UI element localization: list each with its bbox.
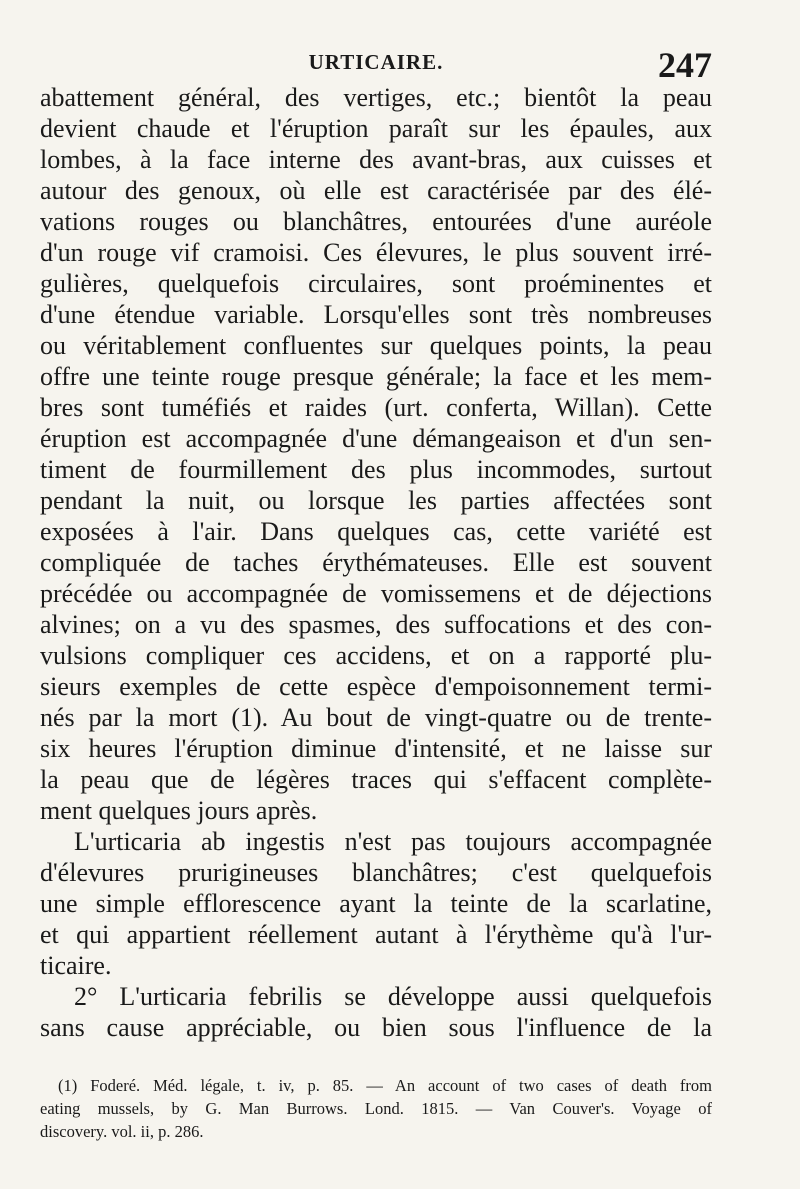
footnote-line: discovery. vol. ii, p. 286.: [40, 1122, 204, 1141]
text-line: sans cause appréciable, ou bien sous l'influence de la: [40, 1013, 712, 1042]
text-line: devient chaude et l'éruption paraît sur les épaules, aux: [40, 114, 712, 143]
text-line: ou véritablement confluentes sur quelques points, la peau: [40, 331, 712, 360]
text-line: ticaire.: [40, 951, 112, 980]
text-line: une simple efflorescence ayant la teinte de la scarlatine,: [40, 889, 712, 918]
footnote-line: eating mussels, by G. Man Burrows. Lond. 1815. — Van Couver's. Voyage of: [40, 1099, 712, 1118]
text-line: exposées à l'air. Dans quelques cas, cette variété est: [40, 517, 712, 546]
text-line: offre une teinte rouge presque générale; la face et les mem-: [40, 362, 712, 391]
text-line: ment quelques jours après.: [40, 796, 318, 825]
text-line: autour des genoux, où elle est caractérisée par des élé-: [40, 176, 712, 205]
text-line: vations rouges ou blanchâtres, entourées d'une auréole: [40, 207, 712, 236]
text-line: 2° L'urticaria febrilis se développe aussi quelquefois: [74, 982, 712, 1011]
text-line: précédée ou accompagnée de vomissemens et de déjections: [40, 579, 712, 608]
text-line: la peau que de légères traces qui s'effacent complète-: [40, 765, 712, 794]
footnote-line: (1) Foderé. Méd. légale, t. iv, p. 85. — An account of two cases of death from: [58, 1076, 712, 1095]
running-title: URTICAIRE.: [308, 50, 444, 74]
page-number: 247: [658, 45, 712, 85]
text-line: L'urticaria ab ingestis n'est pas toujours accompagnée: [74, 827, 712, 856]
text-line: timent de fourmillement des plus incommodes, surtout: [40, 455, 712, 484]
text-line: éruption est accompagnée d'une démangeaison et d'un sen-: [40, 424, 712, 453]
text-line: d'élevures prurigineuses blanchâtres; c'est quelquefois: [40, 858, 712, 887]
text-line: bres sont tuméfiés et raides (urt. conferta, Willan). Cette: [40, 393, 712, 422]
text-line: nés par la mort (1). Au bout de vingt-quatre ou de trente-: [40, 703, 712, 732]
text-line: pendant la nuit, ou lorsque les parties affectées sont: [40, 486, 712, 515]
body-text: [40, 82, 712, 1043]
text-line: gulières, quelquefois circulaires, sont proéminentes et: [40, 269, 712, 298]
text-line: compliquée de taches érythémateuses. Elle est souvent: [40, 548, 712, 577]
text-line: lombes, à la face interne des avant-bras, aux cuisses et: [40, 145, 712, 174]
text-line: alvines; on a vu des spasmes, des suffocations et des con-: [40, 610, 712, 639]
text-line: vulsions compliquer ces accidens, et on a rapporté plu-: [40, 641, 712, 670]
text-line: sieurs exemples de cette espèce d'empoisonnement termi-: [40, 672, 712, 701]
text-line: d'un rouge vif cramoisi. Ces élevures, le plus souvent irré-: [40, 238, 712, 267]
footnotes: [40, 1074, 712, 1143]
text-line: abattement général, des vertiges, etc.; bientôt la peau: [40, 83, 712, 112]
text-line: et qui appartient réellement autant à l'érythème qu'à l'ur-: [40, 920, 712, 949]
text-line: d'une étendue variable. Lorsqu'elles sont très nombreuses: [40, 300, 712, 329]
running-head: [40, 44, 712, 84]
text-line: six heures l'éruption diminue d'intensité, et ne laisse sur: [40, 734, 712, 763]
